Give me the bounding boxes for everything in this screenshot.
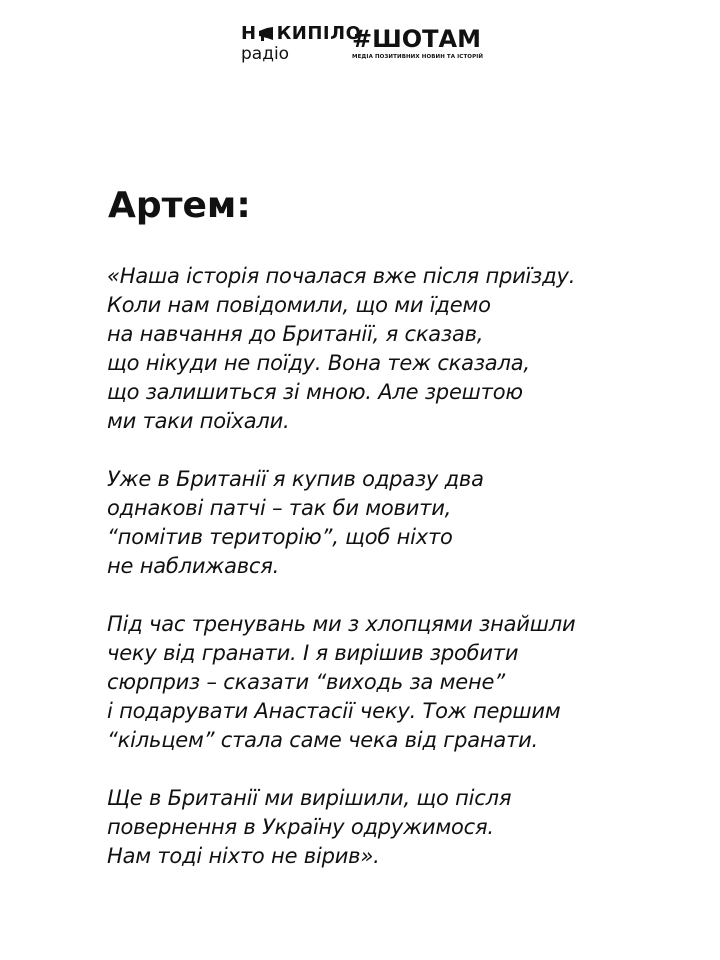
nakypilo-logo-letter-n: Н [241,23,257,44]
quote-line: чеку від гранати. І я вирішив зробити [107,641,519,665]
shotam-logo [352,24,482,68]
quote-line: що нікуди не поїду. Вона теж сказала, [107,351,530,375]
quote-line: Коли нам повідомили, що ми їдемо [107,293,491,317]
quote-line: що залишиться зі мною. Але зрештою [107,380,523,404]
quote-line: однакові патчі – так би мовити, [107,496,452,520]
quote-line: Ще в Британії ми вирішили, що після [107,786,512,810]
quote-paragraph-2 [107,465,707,581]
quote-line: і подарувати Анастасії чеку. Тож першим [107,699,561,723]
quote-line: Уже в Британії я купив одразу два [107,467,484,491]
nakypilo-radio-logo [241,23,362,68]
quote-paragraph-3 [107,610,707,755]
quote-line: Нам тоді ніхто не вірив». [107,844,380,868]
quote-line: повернення в Україну одружимося. [107,815,494,839]
nakypilo-logo-rest: КИПІЛО [276,23,362,44]
quote-line: Під час тренувань ми з хлопцями знайшли [107,612,576,636]
shotam-logo-tagline: МЕДІА ПОЗИТИВНИХ НОВИН ТА ІСТОРІЙ [352,54,484,60]
nakypilo-logo-subtitle: радіо [241,44,290,64]
speaker-name: Артем: [108,185,251,226]
nakypilo-logo-title [241,23,362,44]
quote-line: на навчання до Британії, я сказав, [107,322,484,346]
shotam-logo-title: #ШОТАМ [352,25,481,53]
quote-paragraph-1 [107,262,707,436]
quote-line: ми таки поїхали. [107,409,290,433]
quote-paragraph-4 [107,784,707,871]
header [0,24,720,74]
quote-line: “кільцем” стала саме чека від гранати. [107,728,539,752]
quote-line: “помітив територію”, щоб ніхто [107,525,453,549]
quote-line: не наближався. [107,554,280,578]
quote-body [107,262,707,900]
quote-line: «Наша історія почалася вже після приїзду. [107,264,576,288]
megaphone-icon [258,26,276,42]
quote-line: сюрприз – сказати “виходь за мене” [107,670,505,694]
